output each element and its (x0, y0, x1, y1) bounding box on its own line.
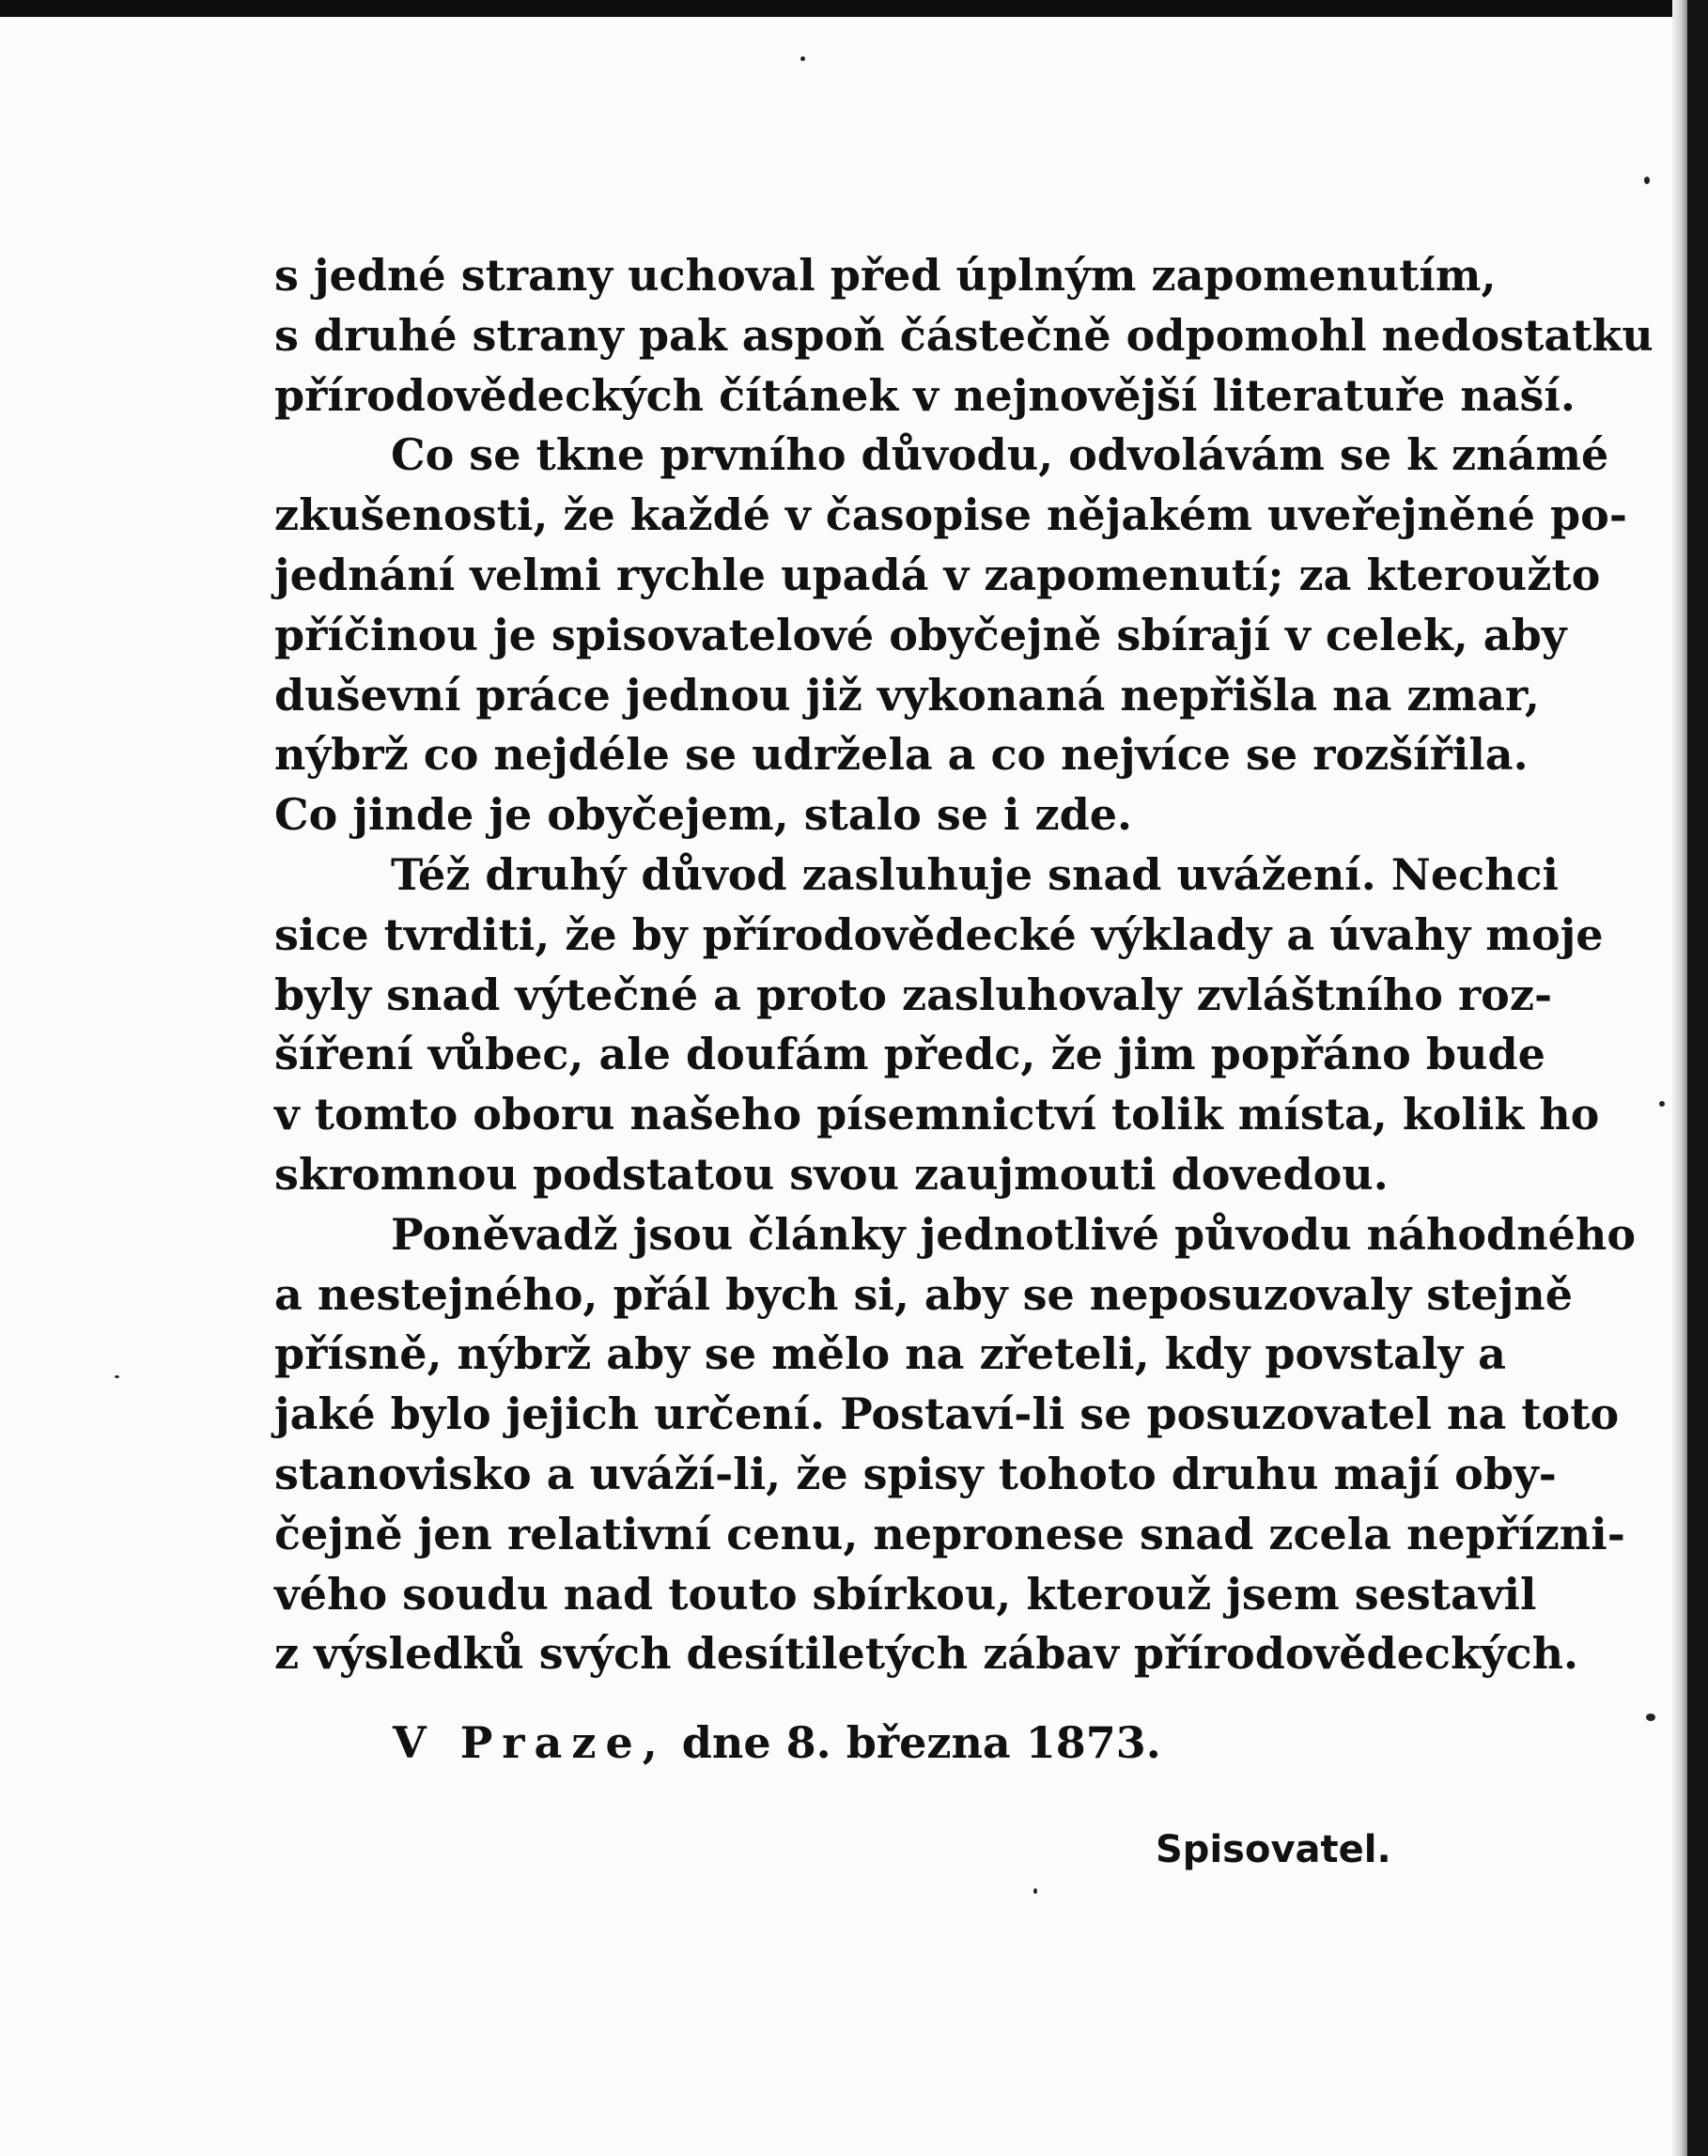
text-line: nýbrž co nejdéle se udržela a co nejvíce se rozšířila. (274, 729, 1529, 781)
scan-speck (1646, 1714, 1655, 1721)
text-line: vého soudu nad touto sbírkou, kterouž jsem sestavil (274, 1568, 1537, 1620)
text-line: šíření vůbec, ale doufám předc, že jim popřáno bude (274, 1029, 1545, 1080)
text-line: zkušenosti, že každé v časopise nějakém uveřejněné po- (274, 489, 1627, 541)
signature: Spisovatel. (1156, 1828, 1391, 1871)
text-line: skromnou podstatou svou zaujmouti dovedou. (274, 1148, 1389, 1200)
text-line: Co se tkne prvního důvodu, odvolávám se k známé (391, 429, 1609, 481)
scan-binding-shadow (1672, 0, 1687, 2156)
dateline-city: V Praze, (393, 1717, 667, 1768)
text-line: čejně jen relativní cenu, nepronese snad zcela nepřízni- (274, 1508, 1625, 1559)
scan-speck (800, 56, 805, 61)
text-line: jaké bylo jejich určení. Postaví-li se posuzovatel na toto (274, 1388, 1620, 1440)
text-line: byly snad výtečné a proto zasluhovaly zvláštního roz- (274, 969, 1553, 1020)
scan-speck (115, 1375, 119, 1378)
text-line: Též druhý důvod zasluhuje snad uvážení. Nechci (391, 848, 1560, 900)
dateline-date: dne 8. března 1873. (681, 1717, 1161, 1768)
scan-right-edge (1687, 0, 1708, 2156)
text-line: a nestejného, přál bych si, aby se neposuzovaly stejně (274, 1268, 1574, 1320)
text-line: z výsledků svých desítiletých zábav přírodovědeckých. (274, 1628, 1579, 1680)
text-line: příčinou je spisovatelové obyčejně sbírají v celek, aby (274, 609, 1567, 660)
dateline (393, 1717, 1161, 1768)
text-line: s jedné strany uchoval před úplným zapomenutím, (274, 250, 1497, 301)
text-line: Co jinde je obyčejem, stalo se i zde. (274, 789, 1133, 841)
scan-speck (1659, 1101, 1665, 1107)
text-line: stanovisko a uváží-li, že spisy tohoto druhu mají oby- (274, 1448, 1557, 1499)
text-line: přísně, nýbrž aby se mělo na zřeteli, kdy povstaly a (274, 1328, 1506, 1380)
text-line: sice tvrditi, že by přírodovědecké výklady a úvahy moje (274, 908, 1604, 960)
text-line: přírodovědeckých čítánek v nejnovější literatuře naší. (274, 369, 1576, 421)
text-line: duševní práce jednou již vykonaná nepřišla na zmar, (274, 669, 1540, 721)
text-line: s druhé strany pak aspoň částečně odpomohl nedostatku (274, 309, 1654, 361)
text-line: Poněvadž jsou články jednotlivé původu náhodného (391, 1208, 1637, 1260)
text-line: v tomto oboru našeho písemnictví tolik místa, kolik ho (274, 1089, 1600, 1140)
scan-speck (1033, 1888, 1037, 1894)
text-line: jednání velmi rychle upadá v zapomenutí; za kteroužto (274, 549, 1601, 600)
scan-speck (1644, 177, 1650, 184)
scan-top-edge (0, 0, 1708, 17)
body-text (274, 246, 1654, 1684)
